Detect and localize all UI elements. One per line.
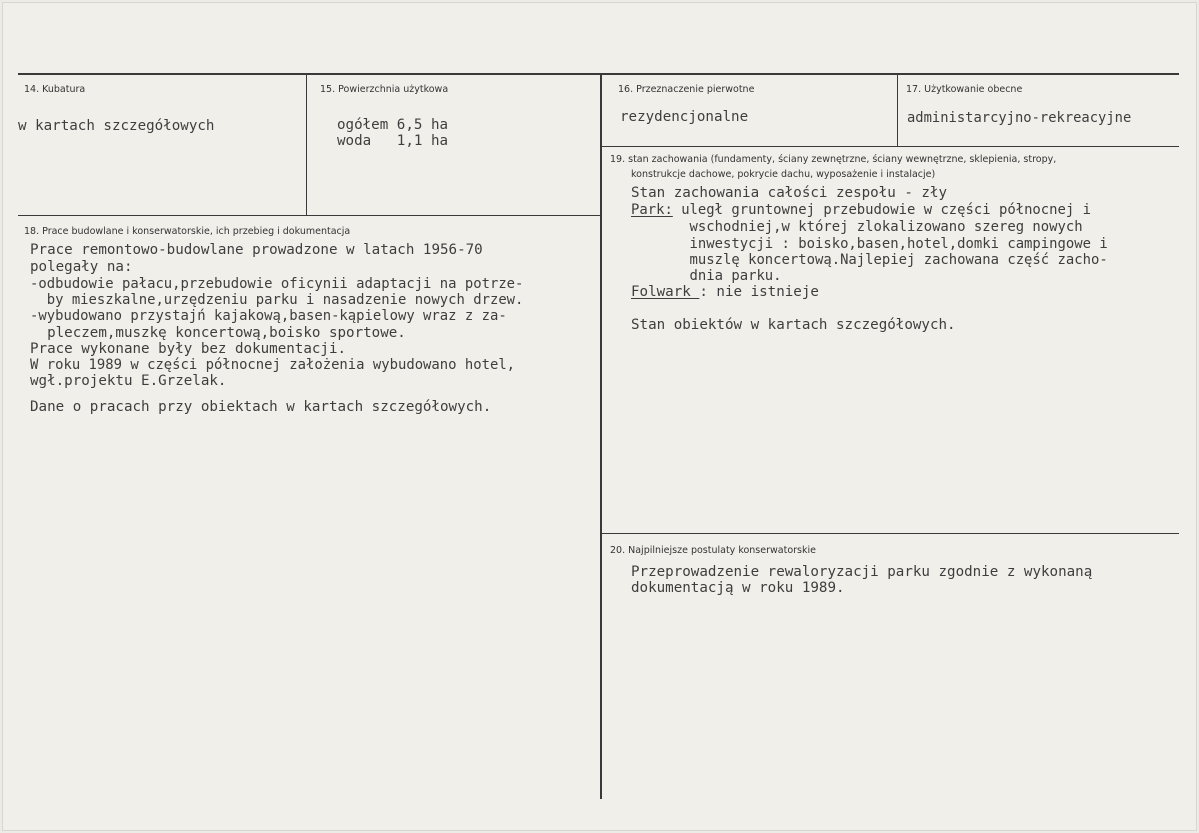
field-18-last-line: Dane o pracach przy obiektach w kartach szczegółowych. [30,399,492,415]
field-19-park-line: inwestycji : boisko,basen,hotel,domki campingowe i [631,236,1108,252]
field-19-park-line: muszlę koncertową.Najlepiej zachowana część zacho- [631,252,1108,268]
divider-14-15 [306,75,307,215]
field-19-folwark-line [631,284,819,300]
field-18-line: wgł.projektu E.Grzelak. [30,373,227,389]
field-19-park-line [631,202,1091,218]
divider-16-17 [897,75,898,146]
field-19-park-line: dnia parku. [631,268,782,284]
park-term: Park: [631,202,673,218]
rule-above-f20 [601,533,1179,534]
rule-below-header-right [601,146,1179,147]
field-19-label-cont: konstrukcje dachowe, pokrycie dachu, wyposażenie i instalacje) [631,169,936,180]
park-text: uległ gruntownej przebudowie w części północnej i [672,202,1091,218]
field-18-line: polegały na: [30,259,133,275]
field-20-label: 20. Najpilniejsze postulaty konserwatorskie [610,545,816,556]
field-18-line: Prace wykonane były bez dokumentacji. [30,341,347,357]
field-14-value: w kartach szczegółowych [18,118,215,134]
field-18-label: 18. Prace budowlane i konserwatorskie, ich przebieg i dokumentacja [24,226,351,237]
field-19-label: 19. stan zachowania (fundamenty, ściany zewnętrzne, ściany wewnętrzne, sklepienia, stropy, [610,154,1057,165]
field-16-label: 16. Przeznaczenie pierwotne [618,84,755,95]
field-19-last-line: Stan obiektów w kartach szczegółowych. [631,317,956,333]
field-18-line: -wybudowano przystajń kajakową,basen-kąpielowy wraz z za- [30,308,507,324]
field-20-line: dokumentacją w roku 1989. [631,580,845,596]
field-18-line: pleczem,muszkę koncertową,boisko sportowe. [30,325,406,341]
folwark-text: : nie istnieje [699,284,819,300]
divider-main [600,75,602,799]
field-19-summary: Stan zachowania całości zespołu - zły [631,185,948,201]
field-15-label: 15. Powierzchnia użytkowa [320,84,449,95]
field-15-value-1: ogółem 6,5 ha [337,117,449,133]
folwark-term: Folwark [631,284,700,300]
field-20-line: Przeprowadzenie rewaloryzacji parku zgodnie z wykonaną [631,564,1093,580]
field-15-value-2: woda 1,1 ha [337,133,449,149]
field-19-park-line: wschodniej,w której zlokalizowano szereg nowych [631,219,1083,235]
field-18-line: Prace remontowo-budowlane prowadzone w latach 1956-70 [30,242,483,258]
field-16-value: rezydencjonalne [620,109,749,125]
field-14-label: 14. Kubatura [24,84,86,95]
field-18-line: W roku 1989 w części północnej założenia wybudowano hotel, [30,357,516,373]
field-17-value: administarcyjno-rekreacyjne [907,110,1132,126]
field-18-line: -odbudowie pałacu,przebudowie oficynii adaptacji na potrze- [30,276,524,292]
top-rule [18,73,1179,75]
field-17-label: 17. Użytkowanie obecne [906,84,1023,95]
rule-below-header-left [18,215,601,216]
field-18-line: by mieszkalne,urzędzeniu parku i nasadzenie nowych drzew. [30,292,524,308]
